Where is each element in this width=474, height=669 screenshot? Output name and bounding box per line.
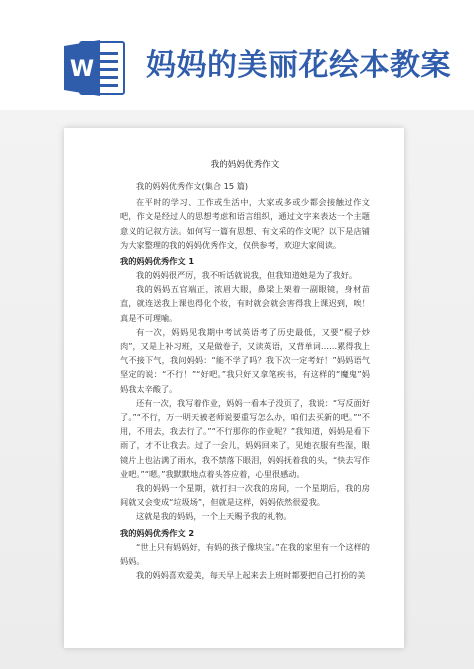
word-icon-letter: W — [69, 57, 95, 82]
paragraph: 我的妈妈喜欢爱美，每天早上起来去上班时都要把自己打扮的美 — [136, 570, 366, 581]
document-page — [64, 128, 404, 648]
word-document-icon — [64, 38, 126, 98]
section-heading-1: 我的妈妈优秀作文 1 — [120, 256, 195, 267]
document-content — [120, 158, 370, 582]
document-title: 我的妈妈优秀作文 — [210, 160, 280, 170]
page-fade — [64, 588, 404, 648]
paragraph: 这就是我的妈妈，一个上天赐予我的礼物。 — [136, 511, 292, 522]
banner-title: 妈妈的美丽花绘本教案 — [146, 48, 451, 83]
paragraph: 我的妈妈很严厉，我不听话就说我，但我知道她是为了我好。 — [136, 270, 358, 281]
paragraph: “世上只有妈妈好，有妈的孩子像块宝。”在我的家里有一个这样的妈妈。 — [120, 541, 370, 566]
document-intro: 在平时的学习、工作或生活中，大家或多或少都会接触过作文吧，作文是经过人的思想考虑和语言组织，通过文字来表达一个主题意义的记叙方法。如何写一篇有思想、有文采的作文呢？以下是店铺为大家整理的我的妈妈优秀作文，仅供参考，欢迎大家阅读。 — [120, 197, 370, 250]
banner — [0, 0, 474, 128]
paragraph: 还有一次，我写着作业，妈妈一看本子没页了，我说：“写反面好了。”“不行，万一明天被老师说要重写怎么办，咱们去买新的吧。”“不用，不用去，我去行了。”“不行那你的作业呢？”我知道，妈妈是看下雨了，才不让我去。过了一会儿，妈妈回来了，见她衣服有些湿，眼镜片上也沾满了雨水，我不禁落下眼泪，妈妈抚着我的头，“快去写作业吧。”“嗯。”我默默地点着头答应着，心里很感动。 — [120, 397, 370, 479]
paragraph: 有一次，妈妈见我期中考试英语考了历史最低，又要“棍子炒肉”，又是上补习班，又是做卷子，又读英语，又背单词……累得我上气不接下气，我问妈妈：“能不学了吗？我下次一定考好！”妈妈语气坚定的说：“不行！”“好吧。”我只好又拿笔疾书，有这样的“魔鬼”妈妈我太辛酸了。 — [120, 326, 370, 394]
document-subtitle: 我的妈妈优秀作文(集合 15 篇) — [136, 181, 249, 191]
paragraph: 我的妈妈五官端正，浓眉大眼，鼻梁上架着一副眼镜，身材苗直，就连送我上课也得化个妆，有时就会就会害得我上课迟到，唉！真是不可理喻。 — [120, 284, 370, 323]
section-heading-2: 我的妈妈优秀作文 2 — [120, 527, 195, 538]
paragraph: 我的妈妈一个星期，就打扫一次我的房间，一个星期后，我的房间就又会变成“垃圾场”，但就是这样，妈妈依然很爱我。 — [120, 483, 370, 508]
